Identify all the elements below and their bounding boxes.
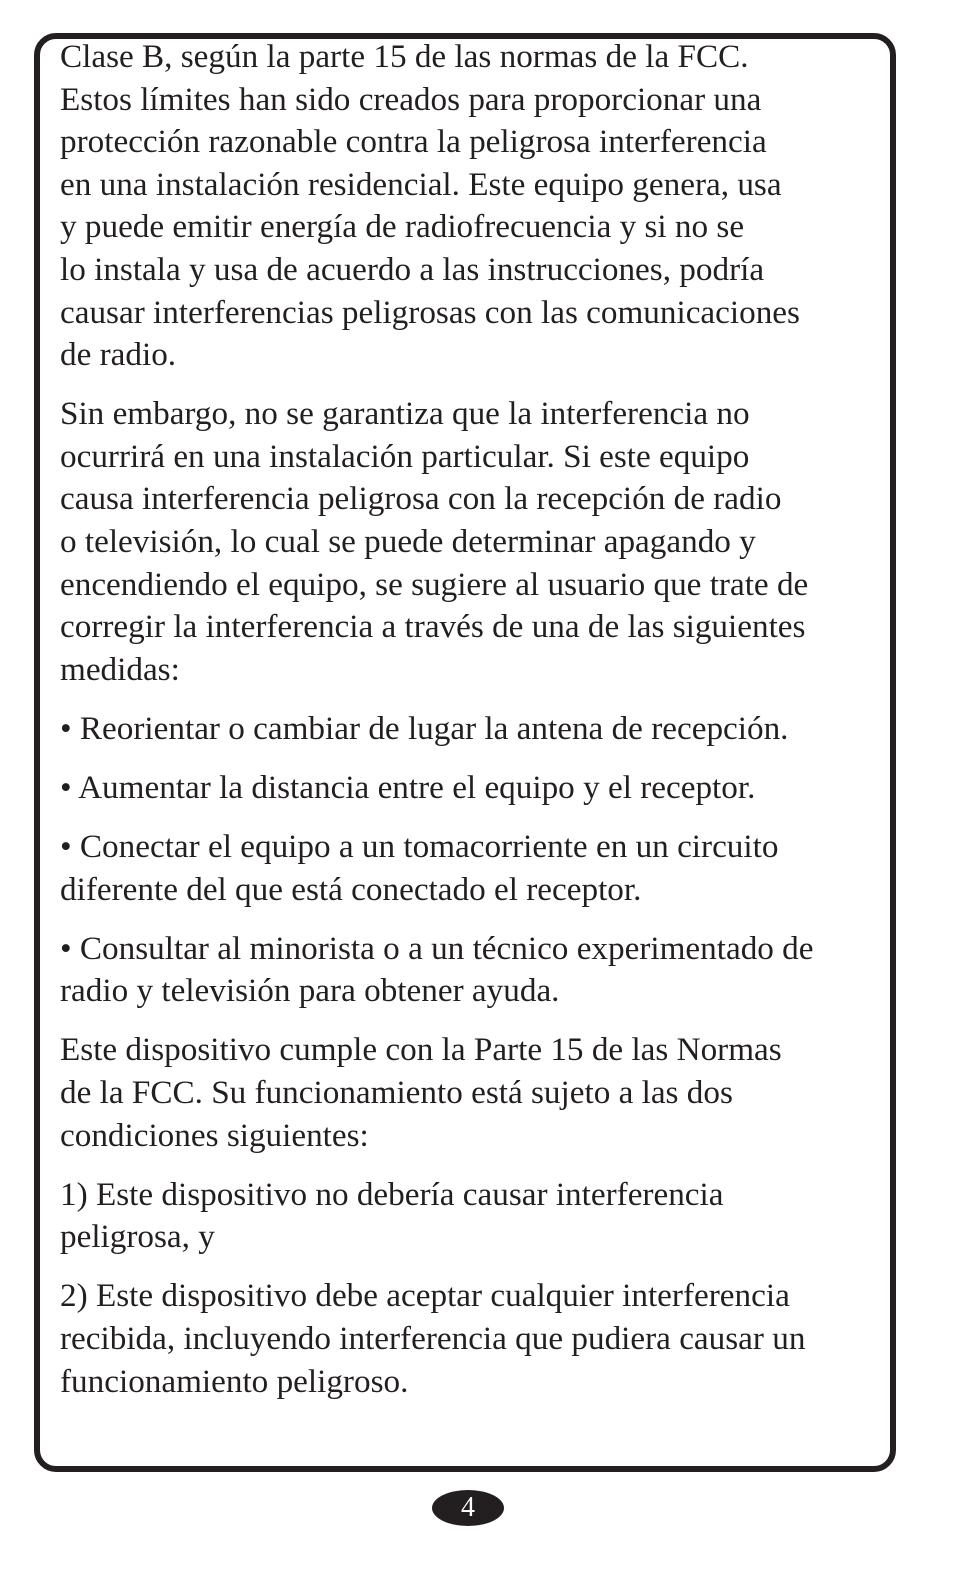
bullet-item-reorient-antenna: • Reorientar o cambiar de lugar la antena de recepción. <box>60 709 789 747</box>
paragraph-no-guarantee: Sin embargo, no se garantiza que la interferencia no ocurrirá en una instalación particular. Si este equipo causa interferencia peligrosa con la recepción de radio o televisión, lo cual se puede determinar apagando y encendiendo el equipo, se sugiere al usuario que trate de corregir la interferencia a través de una de las siguientes medidas: <box>60 395 809 688</box>
bullet-item-increase-distance: • Aumentar la distancia entre el equipo y el receptor. <box>60 769 756 806</box>
bullet-item-different-outlet: • Conectar el equipo a un tomacorriente en un circuito diferente del que está conectado el receptor. <box>60 828 779 908</box>
document-body <box>60 36 890 1420</box>
page-number-badge: 4 <box>432 1490 504 1526</box>
paragraph-compliance: Este dispositivo cumple con la Parte 15 de las Normas de la FCC. Su funcionamiento está sujeto a las dos condiciones siguientes: <box>60 1031 782 1154</box>
condition-item-2: 2) Este dispositivo debe aceptar cualquier interferencia recibida, incluyendo interferencia que pudiera causar un funcionamiento peligroso. <box>60 1277 806 1400</box>
paragraph-intro: Clase B, según la parte 15 de las normas de la FCC. Estos límites han sido creados para proporcionar una protección razonable contra la peligrosa interferencia en una instalación residencial. Este equipo genera, usa y puede emitir energía de radiofrecuencia y si no se lo instala y usa de acuerdo a las instrucciones, podría causar interferencias peligrosas con las comunicaciones de radio. <box>60 38 800 374</box>
condition-item-1: 1) Este dispositivo no debería causar interferencia peligrosa, y <box>60 1175 724 1256</box>
bullet-item-consult-technician: • Consultar al minorista o a un técnico experimentado de radio y televisión para obtener ayuda. <box>60 929 814 1010</box>
